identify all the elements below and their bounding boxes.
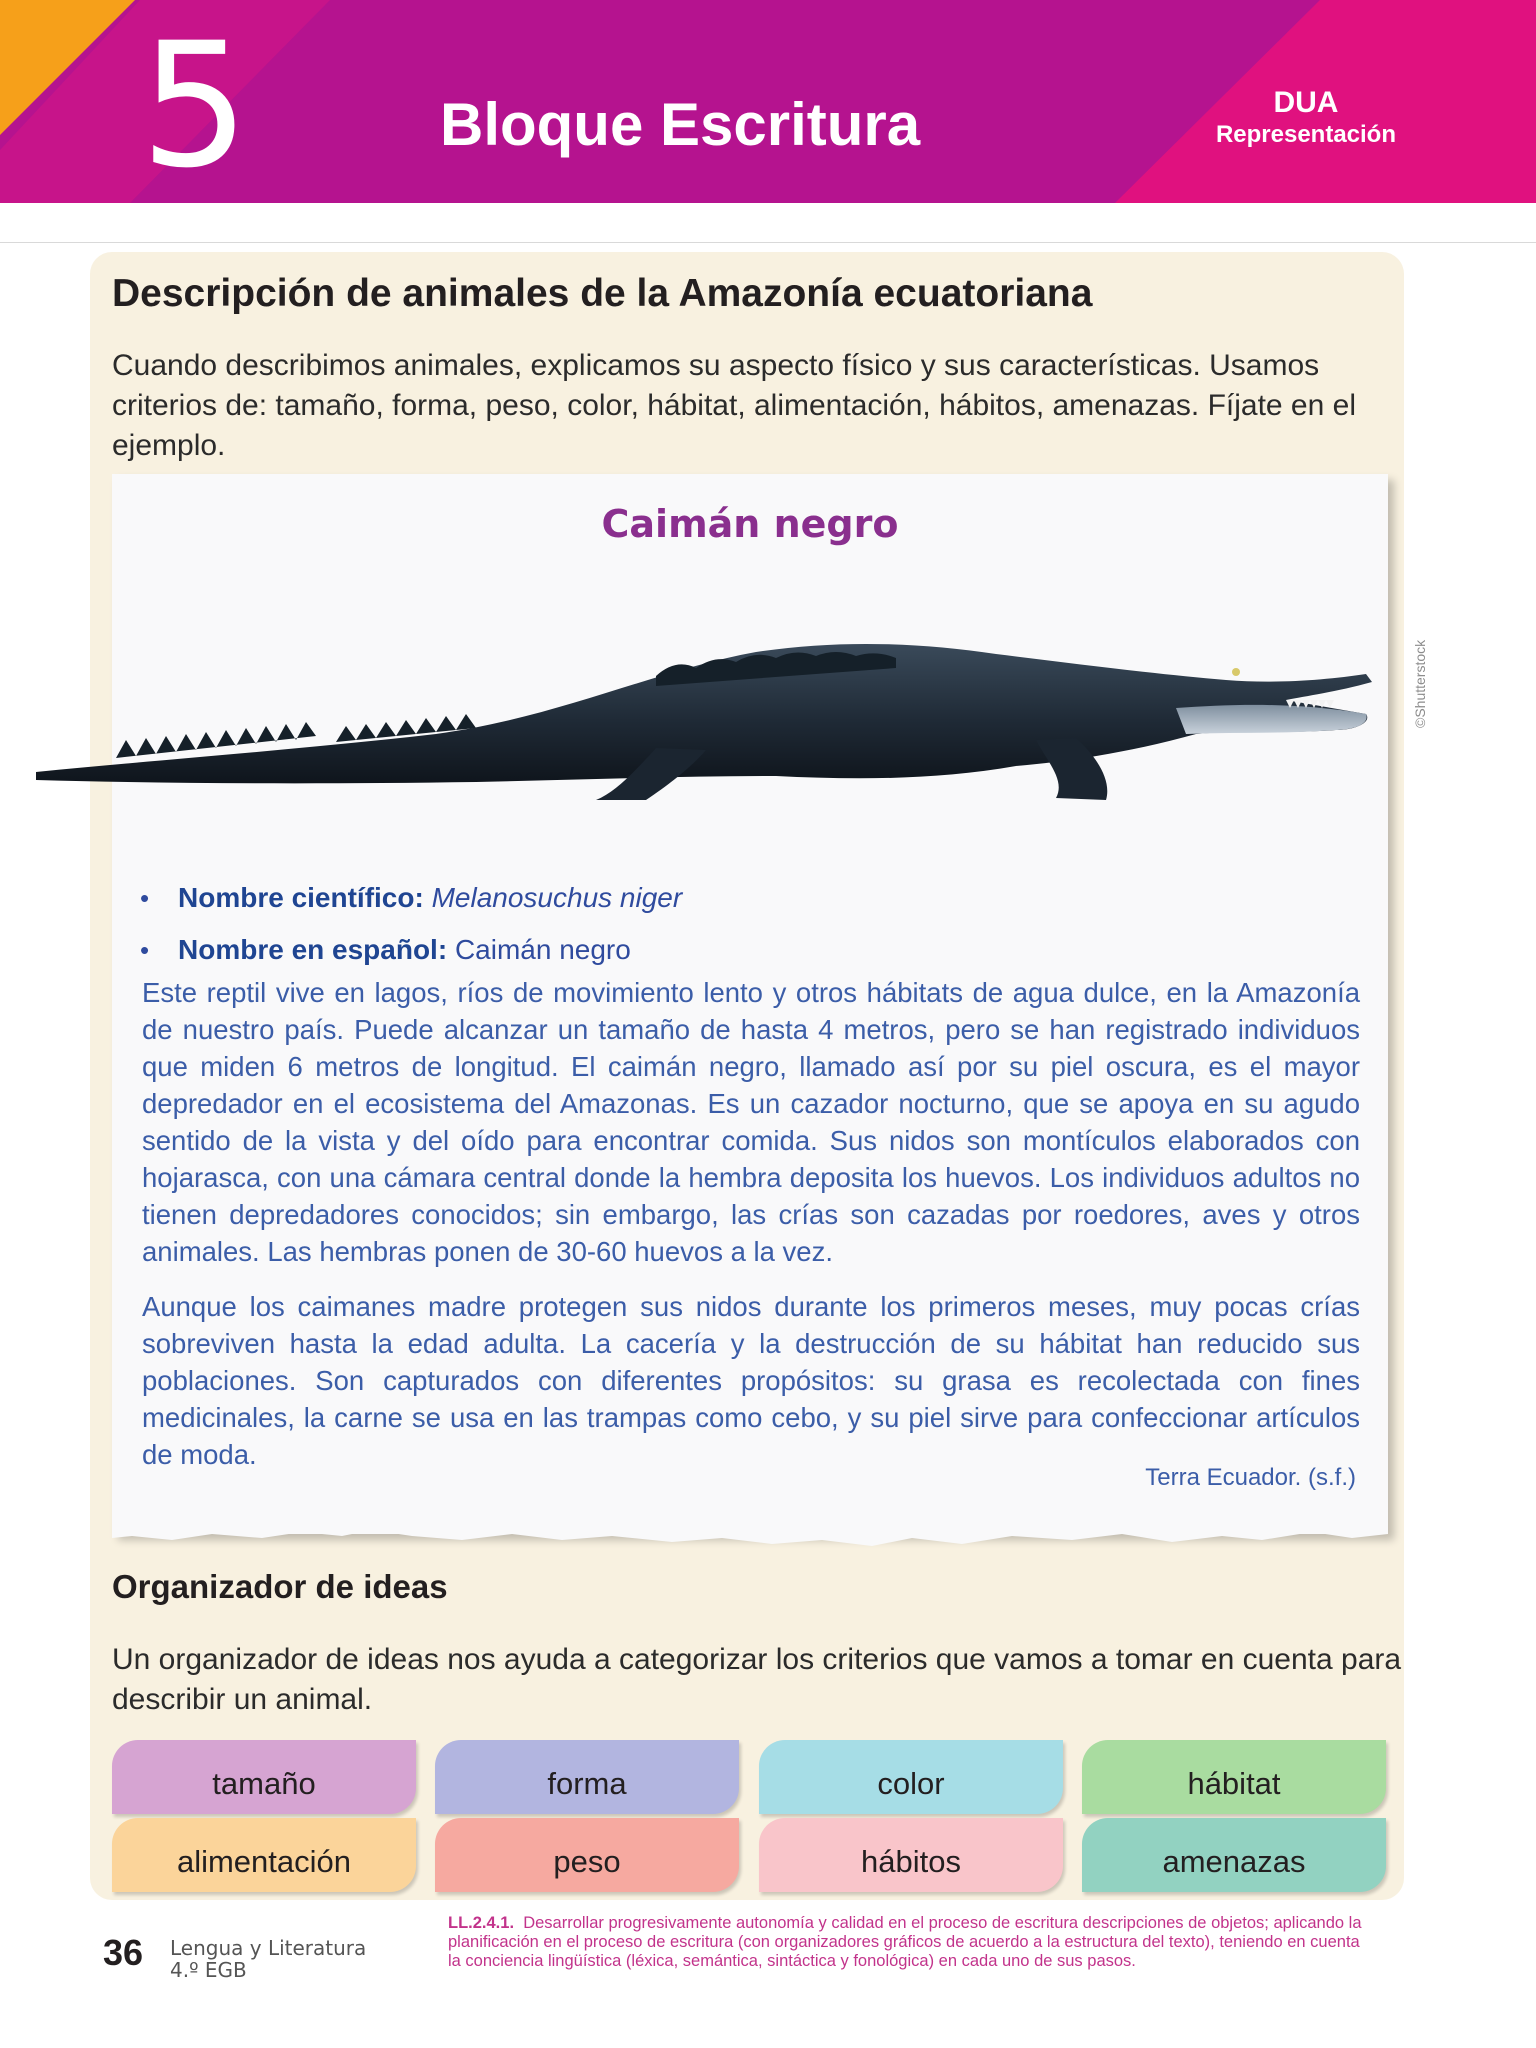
animal-facts-list	[140, 872, 682, 976]
tag-alimentacion: alimentación	[112, 1818, 416, 1892]
tag-peso: peso	[435, 1818, 739, 1892]
section-title: Descripción de animales de la Amazonía ecuatoriana	[112, 272, 1093, 315]
skill-code: LL.2.4.1.	[448, 1914, 515, 1932]
block-title: Bloque Escritura	[440, 91, 921, 158]
fact-key: Nombre en español:	[178, 934, 448, 965]
fact-key: Nombre científico:	[178, 882, 424, 913]
torn-paper-edge	[112, 1516, 1392, 1556]
skill-text: Desarrollar progresivamente autonomía y calidad en el proceso de escritura descripciones de objetos; aplicando la planificación en el proceso de escritura (con organizadores gráficos de acuerdo a la estructura del texto), teniendo en cuenta la conciencia lingüística (léxica, semántica, sintáctica y fonológica) en cada uno de sus pasos.	[448, 1914, 1362, 1970]
dua-subtitle: Representación	[1215, 121, 1396, 148]
bullet-icon: •	[140, 883, 150, 913]
animal-paragraph-1: Este reptil vive en lagos, ríos de movimiento lento y otros hábitats de agua dulce, en la Amazonía de nuestro país. Puede alcanzar un tamaño de hasta 4 metros, pero se han registrado individuos que miden 6 metros de longitud. El caimán negro, llamado así por su piel oscura, es el mayor depredador en el ecosistema del Amazonas. Es un cazador nocturno, que se apoya en su agudo sentido de la vista y del oído para encontrar comida. Sus nidos son montículos elaborados con hojarasca, con una cámara central donde la hembra deposita los huevos. Los individuos adultos no tienen depredadores conocidos; sin embargo, las crías son cazadas por roedores, aves y otros animales. Las hembras ponen de 30-60 huevos a la vez.	[142, 977, 1360, 1267]
grade-level: 4.º EGB	[170, 1958, 247, 1982]
list-item	[140, 924, 682, 976]
bullet-icon: •	[140, 935, 150, 965]
section-intro: Cuando describimos animales, explicamos su aspecto físico y sus características. Usamos criterios de: tamaño, forma, peso, color, hábitat, alimentación, hábitos, amenazas. Fíjate en el ejemplo.	[112, 349, 1356, 462]
tag-habitos: hábitos	[759, 1818, 1063, 1892]
list-item	[140, 872, 682, 924]
tag-tamano: tamaño	[112, 1740, 416, 1814]
tag-habitat: hábitat	[1082, 1740, 1386, 1814]
photo-credit: ©Shutterstock	[1412, 639, 1428, 728]
organizer-intro: Un organizador de ideas nos ayuda a categorizar los criterios que vamos a tomar en cuenta para describir un animal.	[112, 1643, 1402, 1716]
subject-label	[170, 1937, 366, 1981]
chapter-number: 5	[140, 5, 250, 203]
page-number: 36	[103, 1932, 144, 1973]
organizer-title: Organizador de ideas	[112, 1568, 448, 1605]
subject-name: Lengua y Literatura	[170, 1936, 367, 1960]
header-divider	[0, 242, 1536, 243]
tag-amenazas: amenazas	[1082, 1818, 1386, 1892]
fact-value: Caimán negro	[454, 934, 631, 965]
chapter-header	[0, 0, 1536, 203]
tag-color: color	[759, 1740, 1063, 1814]
dua-label: DUA	[1273, 86, 1339, 119]
tag-forma: forma	[435, 1740, 739, 1814]
fact-value: Melanosuchus niger	[431, 882, 683, 913]
animal-title: Caimán negro	[601, 502, 899, 546]
animal-paragraph-2: Aunque los caimanes madre protegen sus nidos durante los primeros meses, muy pocas crías sobreviven hasta la edad adulta. La cacería y la destrucción de su hábitat han reducido sus poblaciones. Son capturados con diferentes propósitos: su grasa es recolectada con fines medicinales, la carne se usa en las trampas como cebo, y su piel sirve para confeccionar artículos de moda.	[142, 1291, 1360, 1470]
dua-badge	[1216, 86, 1396, 150]
source-citation: Terra Ecuador. (s.f.)	[1145, 1464, 1356, 1491]
skill-objective	[448, 1914, 1368, 1971]
caiman-illustration	[36, 630, 1386, 810]
